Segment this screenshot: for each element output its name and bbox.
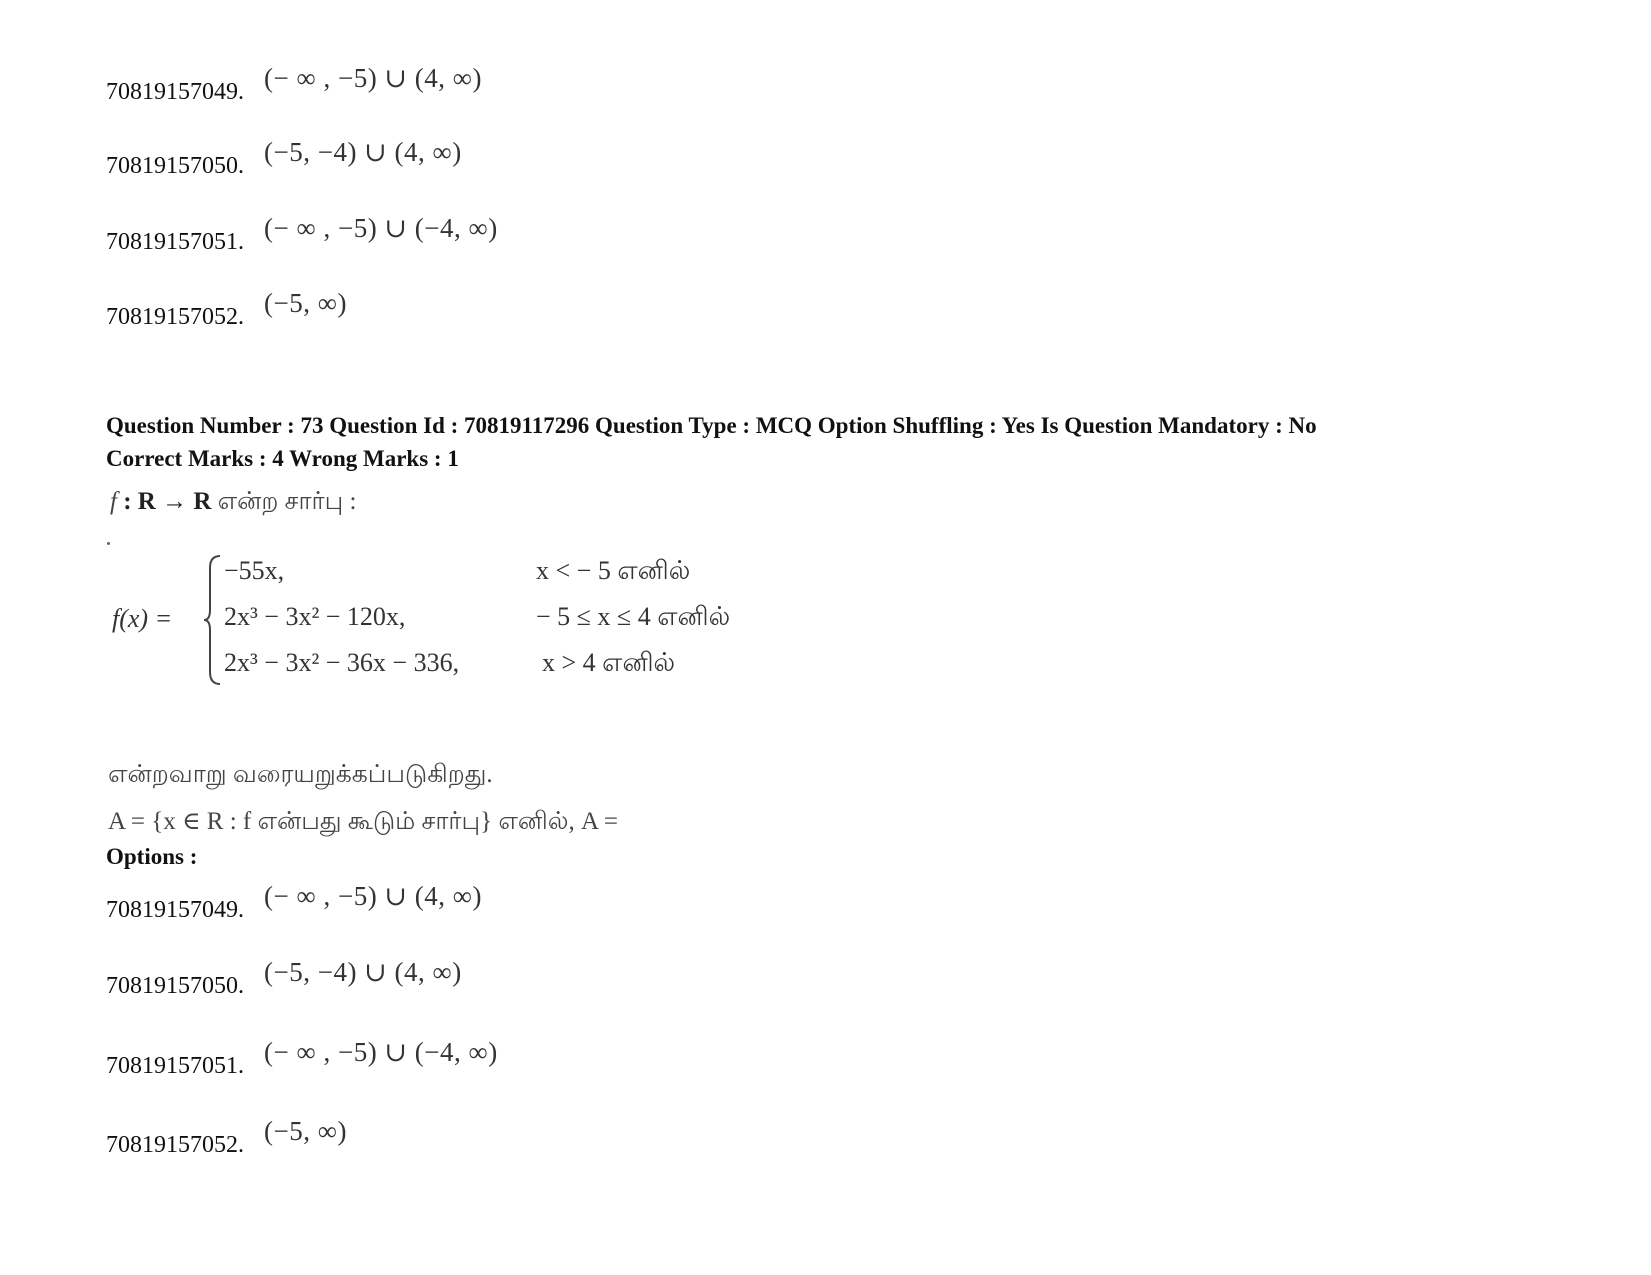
- case-3-cond: x > 4 எனில்: [542, 648, 676, 677]
- function-map: : R → R: [116, 488, 212, 515]
- defined-text: என்றவாறு வரையறுக்கப்படுகிறது.: [108, 761, 493, 788]
- set-definition: A = {x ∈ R : f என்பது கூடும் சார்பு} எனில், A =: [108, 808, 619, 835]
- option-value: (− ∞ , −5) ∪ (4, ∞): [264, 63, 483, 93]
- case-1-expr: −55x,: [224, 556, 285, 585]
- marks-line: Correct Marks : 4 Wrong Marks : 1: [106, 446, 459, 471]
- option-value: (−5, ∞): [264, 1116, 347, 1146]
- case-3-expr: 2x³ − 3x² − 36x − 336,: [224, 648, 460, 677]
- case-2-cond: − 5 ≤ x ≤ 4 எனில்: [536, 602, 731, 631]
- option-value: (−5, ∞): [264, 288, 347, 318]
- stray-dot: [107, 542, 110, 545]
- option-id: 70819157050.: [106, 973, 244, 999]
- case-1-cond: x < − 5 எனில்: [536, 556, 691, 585]
- option-id: 70819157049.: [106, 79, 244, 105]
- piecewise-function: [112, 552, 832, 692]
- option-value: (−5, −4) ∪ (4, ∞): [264, 957, 462, 987]
- option-id: 70819157050.: [106, 153, 244, 179]
- options-label: Options :: [106, 844, 198, 869]
- option-value: (−5, −4) ∪ (4, ∞): [264, 137, 462, 167]
- function-symbol: f: [110, 488, 117, 515]
- function-lhs: f(x) =: [112, 604, 173, 633]
- case-2-expr: 2x³ − 3x² − 120x,: [224, 602, 406, 631]
- function-intro: [110, 488, 356, 519]
- option-value: (− ∞ , −5) ∪ (4, ∞): [264, 881, 483, 911]
- option-value: (− ∞ , −5) ∪ (−4, ∞): [264, 1037, 498, 1067]
- option-id: 70819157049.: [106, 897, 244, 923]
- option-value: (− ∞ , −5) ∪ (−4, ∞): [264, 213, 498, 243]
- intro-tamil: என்ற சார்பு :: [211, 488, 357, 515]
- question-header: Question Number : 73 Question Id : 70819117296 Question Type : MCQ Option Shuffling : Yes Is Question Mandatory : No: [106, 413, 1317, 438]
- option-id: 70819157052.: [106, 304, 244, 330]
- left-brace-icon: [204, 554, 224, 686]
- option-id: 70819157051.: [106, 229, 244, 255]
- option-id: 70819157051.: [106, 1053, 244, 1079]
- option-id: 70819157052.: [106, 1132, 244, 1158]
